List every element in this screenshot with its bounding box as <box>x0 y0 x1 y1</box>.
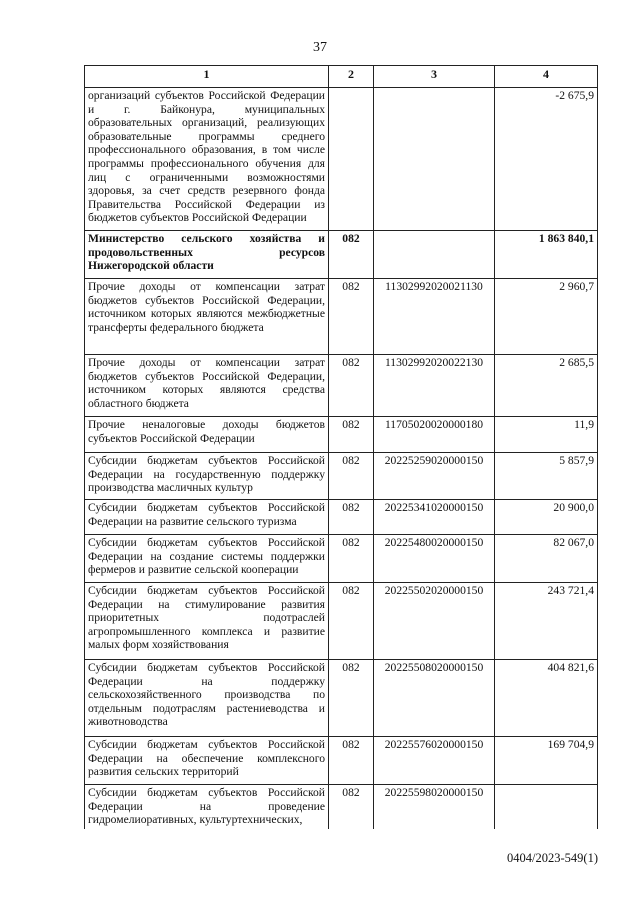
column-header-1: 1 <box>85 66 329 88</box>
row-amount: 169 704,9 <box>495 737 598 785</box>
row-description: Субсидии бюджетам субъектов Российской Федерации на развитие сельского туризма <box>85 500 329 535</box>
row-amount: 20 900,0 <box>495 500 598 535</box>
row-admin-code: 082 <box>329 535 374 583</box>
row-admin-code: 082 <box>329 453 374 500</box>
row-kbk-code: 20225598020000150 <box>374 785 495 829</box>
row-admin-code: 082 <box>329 660 374 737</box>
column-header-2: 2 <box>329 66 374 88</box>
row-description: Субсидии бюджетам субъектов Российской Федерации на стимулирование развития приоритетных подотраслей агропромышленного комплекса и развитие малых форм хозяйствования <box>85 583 329 660</box>
row-kbk-code <box>374 231 495 279</box>
row-amount: 243 721,4 <box>495 583 598 660</box>
row-amount: 1 863 840,1 <box>495 231 598 279</box>
budget-revenue-table <box>84 65 598 829</box>
table-row <box>85 535 598 583</box>
row-kbk-code: 11705020020000180 <box>374 417 495 453</box>
row-kbk-code: 20225502020000150 <box>374 583 495 660</box>
column-header-3: 3 <box>374 66 495 88</box>
row-amount: 404 821,6 <box>495 660 598 737</box>
row-kbk-code: 20225341020000150 <box>374 500 495 535</box>
row-description: Министерство сельского хозяйства и продовольственных ресурсов Нижегородской области <box>85 231 329 279</box>
row-description: Прочие неналоговые доходы бюджетов субъектов Российской Федерации <box>85 417 329 453</box>
column-header-4: 4 <box>495 66 598 88</box>
row-amount: 2 685,5 <box>495 355 598 417</box>
row-admin-code: 082 <box>329 279 374 355</box>
row-admin-code <box>329 88 374 231</box>
table-row <box>85 453 598 500</box>
row-admin-code: 082 <box>329 737 374 785</box>
row-description: Субсидии бюджетам субъектов Российской Федерации на поддержку сельскохозяйственного производства по отдельным подотраслям растениеводства и животноводства <box>85 660 329 737</box>
table-row <box>85 660 598 737</box>
table-row <box>85 785 598 829</box>
row-admin-code: 082 <box>329 500 374 535</box>
row-kbk-code: 11302992020022130 <box>374 355 495 417</box>
row-kbk-code: 20225576020000150 <box>374 737 495 785</box>
row-description: Субсидии бюджетам субъектов Российской Федерации на обеспечение комплексного развития сельских территорий <box>85 737 329 785</box>
document-registration-number: 0404/2023-549(1) <box>507 851 598 865</box>
row-amount: 11,9 <box>495 417 598 453</box>
row-amount: 82 067,0 <box>495 535 598 583</box>
row-admin-code: 082 <box>329 417 374 453</box>
table-row <box>85 417 598 453</box>
row-kbk-code: 11302992020021130 <box>374 279 495 355</box>
row-description: Прочие доходы от компенсации затрат бюджетов субъектов Российской Федерации, источником которых являются средства областного бюджета <box>85 355 329 417</box>
row-kbk-code <box>374 88 495 231</box>
row-kbk-code: 20225259020000150 <box>374 453 495 500</box>
row-amount <box>495 785 598 829</box>
row-description: Прочие доходы от компенсации затрат бюджетов субъектов Российской Федерации, источником которых являются межбюджетные трансферты федерального бюджета <box>85 279 329 355</box>
row-amount: 5 857,9 <box>495 453 598 500</box>
row-kbk-code: 20225480020000150 <box>374 535 495 583</box>
row-kbk-code: 20225508020000150 <box>374 660 495 737</box>
table-row <box>85 88 598 231</box>
table-row-ministry <box>85 231 598 279</box>
row-admin-code: 082 <box>329 355 374 417</box>
row-description: организаций субъектов Российской Федерации и г. Байконура, муниципальных образовательных организаций, реализующих образовательные программы среднего профессионального образования, в том числе программы профессионального обучения для лиц с ограниченными возможностями здоровья, за счет средств резервного фонда Правительства Российской Федерации из бюджетов субъектов Российской Федерации <box>85 88 329 231</box>
table-row <box>85 583 598 660</box>
row-amount: -2 675,9 <box>495 88 598 231</box>
row-amount: 2 960,7 <box>495 279 598 355</box>
page-number: 37 <box>313 40 327 55</box>
table-row <box>85 500 598 535</box>
row-admin-code: 082 <box>329 583 374 660</box>
table-row <box>85 355 598 417</box>
row-description: Субсидии бюджетам субъектов Российской Федерации на государственную поддержку производства масличных культур <box>85 453 329 500</box>
table-row <box>85 737 598 785</box>
row-admin-code: 082 <box>329 231 374 279</box>
row-description: Субсидии бюджетам субъектов Российской Федерации на проведение гидромелиоративных, культуртехнических, <box>85 785 329 829</box>
row-admin-code: 082 <box>329 785 374 829</box>
table-row <box>85 279 598 355</box>
table-header-row <box>85 66 598 88</box>
row-description: Субсидии бюджетам субъектов Российской Федерации на создание системы поддержки фермеров и развитие сельской кооперации <box>85 535 329 583</box>
